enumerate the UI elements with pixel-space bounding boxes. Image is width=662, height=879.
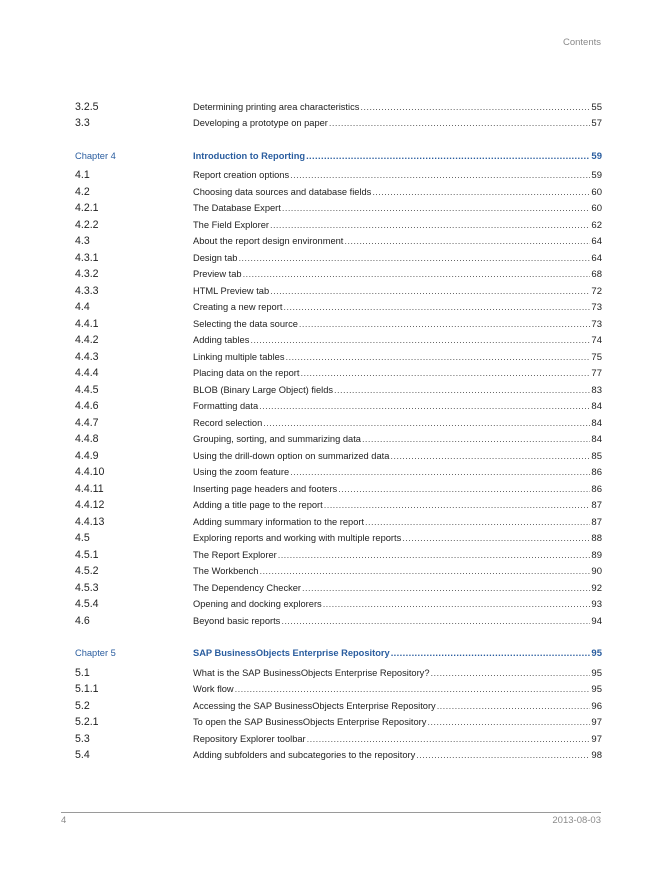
toc-entry[interactable] [75,594,602,611]
toc-entry[interactable] [75,313,602,330]
toc-entry-title: Exploring reports and working with multiple reports [193,533,402,543]
dot-leader [323,599,591,610]
dot-leader [270,286,590,297]
dot-leader [290,170,590,181]
toc-entry-title-line [193,500,602,511]
dot-leader [235,684,591,695]
toc-entry-page: 75 [591,351,602,363]
toc-entry-title-line [193,550,602,561]
toc-entry-title: SAP BusinessObjects Enterprise Repository [193,648,390,658]
running-header: Contents [562,37,601,48]
toc-entry-number: 4.4.2 [75,334,99,346]
toc-entry-number: 4.5.4 [75,598,99,610]
toc-entry[interactable] [75,462,602,479]
toc-entry-page: 87 [591,516,602,528]
toc-chapter-entry[interactable] [75,145,602,162]
toc-entry-title: Record selection [193,417,263,428]
toc-entry-title-line [193,385,602,396]
toc-entry-page: 64 [591,236,602,247]
footer-divider [61,812,601,813]
toc-entry-title-line [193,583,602,594]
toc-entry-page: 77 [591,368,602,379]
toc-entry[interactable] [75,511,602,528]
toc-entry-title-line [193,484,602,495]
toc-entry-number: 4.3.2 [75,268,99,280]
toc-entry-number: 4.4.1 [75,317,99,330]
toc-entry-title-line [193,533,602,544]
toc-entry-title: Introduction to Reporting [193,150,306,161]
toc-entry-number: 4.4.13 [75,515,105,528]
toc-entry[interactable] [75,528,602,545]
toc-entry-page: 97 [591,733,602,745]
toc-entry[interactable] [75,346,602,363]
toc-entry-title-line [193,102,602,113]
toc-entry-title-line [193,701,602,712]
toc-entry-title-line [193,286,602,297]
toc-entry-title-line [193,368,602,379]
toc-entry-number: 3.2.5 [75,100,99,113]
toc-entry[interactable] [75,280,602,297]
toc-entry-page: 72 [591,285,602,297]
toc-entry-page: 93 [591,599,602,610]
dot-leader [306,151,590,162]
toc-entry-title: What is the SAP BusinessObjects Enterprise Repository? [193,667,430,678]
toc-entry-page: 95 [591,667,602,679]
toc-entry-title: The Dependency Checker [193,582,302,593]
toc-entry-title-line [193,236,602,247]
toc-entry-number: 4.4.12 [75,499,105,511]
toc-entry-title: Preview tab [193,269,242,279]
toc-entry-title-line [193,220,602,231]
toc-entry-number: 3.3 [75,117,90,129]
toc-entry-number: 4.2.2 [75,218,99,231]
toc-entry[interactable] [75,231,602,248]
toc-entry[interactable] [75,745,602,762]
toc-entry-title-line [193,668,602,679]
dot-leader [402,533,590,544]
dot-leader [360,102,590,113]
dot-leader [238,253,590,264]
toc-entry-title: Inserting page headers and footers [193,483,338,494]
toc-entry-number: 4.3 [75,235,90,247]
toc-entry-title-line [193,648,602,659]
toc-entry-page: 62 [591,219,602,231]
dot-leader [338,484,590,495]
toc-entry-number: 4.1 [75,169,90,181]
toc-entry-title: Grouping, sorting, and summarizing data [193,434,361,444]
toc-entry-page: 92 [591,582,602,594]
footer-date: 2013-08-03 [552,815,601,826]
dot-leader [278,550,591,561]
dot-leader [437,701,591,712]
toc-entry-number: 4.4.5 [75,383,99,396]
dot-leader [365,517,590,528]
toc-entry[interactable] [75,330,602,347]
toc-entry-title: The Workbench [193,566,259,576]
toc-entry-title-line [193,734,602,745]
toc-entry[interactable] [75,165,602,182]
toc-entry-number: 4.4.10 [75,466,105,478]
toc-entry-number: 5.2 [75,699,90,712]
toc-entry-number: 4.4.8 [75,433,99,445]
toc-entry-title-line [193,566,602,577]
toc-entry-title-line [193,203,602,214]
toc-entry-page: 59 [591,170,602,181]
toc-entry-title-line [193,302,602,313]
dot-leader [250,335,590,346]
toc-entry-title-line [193,451,602,462]
toc-entry-page: 94 [591,615,602,627]
toc-entry-page: 86 [591,467,602,478]
toc-entry-title-line [193,517,602,528]
toc-entry-title: Placing data on the report [193,368,300,378]
toc-entry[interactable] [75,679,602,696]
toc-entry[interactable] [75,264,602,281]
toc-entry[interactable] [75,662,602,679]
toc-entry[interactable] [75,728,602,745]
toc-entry-title-line [193,352,602,363]
toc-entry[interactable] [75,113,602,130]
toc-entry-title-line [193,187,602,198]
toc-entry-title: Using the drill-down option on summarized data [193,450,390,461]
toc-entry-page: 90 [591,566,602,577]
toc-entry-number: 4.5.2 [75,565,99,577]
toc-chapter-entry[interactable] [75,643,602,660]
toc-entry-number: 4.2 [75,185,90,198]
dot-leader [372,187,590,198]
toc-entry-number: 5.4 [75,749,90,761]
toc-entry-title: The Field Explorer [193,219,269,230]
toc-entry-title: Adding subfolders and subcategories to the repository [193,750,416,760]
toc-entry-title-line [193,319,602,330]
toc-entry-title: Beyond basic reports [193,615,281,626]
toc-entry-page: 86 [591,483,602,495]
page-number: 4 [61,815,67,826]
toc-entry-page: 57 [591,118,602,129]
toc-entry[interactable] [75,396,602,413]
toc-entry-page: 55 [591,101,602,113]
toc-entry-title: HTML Preview tab [193,285,270,296]
toc-entry-number: 4.3.3 [75,284,99,297]
toc-entry-page: 84 [591,401,602,412]
toc-entry-page: 74 [591,335,602,346]
toc-entry-title: BLOB (Binary Large Object) fields [193,384,334,395]
toc-entry-title-line [193,418,602,429]
toc-entry-number: 4.6 [75,614,90,627]
toc-entry-title: Choosing data sources and database fields [193,186,372,197]
toc-entry-title-line [193,253,602,264]
toc-entry-title: Accessing the SAP BusinessObjects Enterprise Repository [193,700,436,711]
toc-entry-number: 4.4.6 [75,400,99,412]
dot-leader [299,319,591,330]
toc-entry-page: 85 [591,450,602,462]
toc-entry[interactable] [75,429,602,446]
toc-entry-page: 68 [591,269,602,280]
toc-entry-page: 95 [591,648,602,659]
toc-entry-page: 59 [591,150,602,162]
toc-entry-number: 4.5.3 [75,581,99,594]
toc-entry-title: Selecting the data source [193,318,298,329]
toc-entry[interactable] [75,181,602,198]
dot-leader [390,451,590,462]
toc-entry-number: 5.1.1 [75,683,99,695]
toc-entry-number: 4.4.7 [75,416,99,429]
toc-entry-title: Using the zoom feature [193,467,290,477]
toc-entry[interactable] [75,247,602,264]
toc-entry-title: The Report Explorer [193,549,277,560]
toc-entry-number: 4.3.1 [75,251,99,264]
toc-entry[interactable] [75,544,602,561]
dot-leader [362,434,590,445]
toc-entry-title-line [193,118,602,129]
toc-entry-page: 89 [591,549,602,561]
toc-entry-number: 4.4.3 [75,350,99,363]
toc-entry-page: 84 [591,434,602,445]
toc-entry-title: Adding tables [193,335,250,345]
toc-entry-page: 73 [591,318,602,330]
toc-entry-title: Work flow [193,684,234,694]
toc-entry-page: 96 [591,700,602,712]
toc-entry-number: 5.1 [75,666,90,679]
toc-entry[interactable] [75,478,602,495]
toc-entry-page: 73 [591,302,602,313]
dot-leader [285,352,590,363]
toc-entry-title-line [193,269,602,280]
toc-entry-number: Chapter 4 [75,150,116,161]
dot-leader [259,401,590,412]
dot-leader [329,118,591,129]
toc-entry[interactable] [75,610,602,627]
toc-entry-title-line [193,434,602,445]
toc-entry-page: 60 [591,203,602,214]
toc-entry[interactable] [75,96,602,113]
toc-entry-page: 84 [591,417,602,429]
dot-leader [283,302,590,313]
toc-entry[interactable] [75,445,602,462]
toc-entry-number: 5.2.1 [75,716,99,728]
toc-entry[interactable] [75,214,602,231]
toc-entry-number: 4.5.1 [75,548,99,561]
toc-entry-title-line [193,335,602,346]
dot-leader [431,668,591,679]
table-of-contents [75,96,602,761]
toc-entry-number: 4.5 [75,532,90,544]
toc-entry-title-line [193,401,602,412]
toc-entry-page: 98 [591,750,602,761]
toc-entry-page: 60 [591,186,602,198]
toc-entry-title: Creating a new report [193,302,283,312]
toc-entry[interactable] [75,577,602,594]
toc-entry-title: Linking multiple tables [193,351,285,362]
toc-entry-title: Determining printing area characteristics [193,101,360,112]
toc-entry-number: 4.4.9 [75,449,99,462]
toc-entry[interactable] [75,379,602,396]
toc-entry[interactable] [75,363,602,380]
dot-leader [302,583,590,594]
toc-entry-number: 4.4 [75,301,90,313]
dot-leader [391,648,591,659]
toc-entry-page: 97 [591,717,602,728]
toc-entry-title: Adding a title page to the report [193,500,323,510]
toc-entry-number: 5.3 [75,732,90,745]
toc-entry-title-line [193,750,602,761]
dot-leader [290,467,590,478]
toc-entry-title: To open the SAP BusinessObjects Enterprise Repository [193,717,427,727]
dot-leader [282,203,591,214]
toc-entry-title: Opening and docking explorers [193,599,322,609]
toc-entry-title: Developing a prototype on paper [193,118,328,128]
toc-entry-title: About the report design environment [193,236,344,246]
toc-entry-number: 4.4.4 [75,367,99,379]
dot-leader [334,385,590,396]
toc-entry-title-line [193,616,602,627]
toc-entry-number: Chapter 5 [75,648,116,658]
dot-leader [259,566,590,577]
toc-entry[interactable] [75,712,602,729]
dot-leader [270,220,590,231]
toc-entry[interactable] [75,297,602,314]
toc-entry-title-line [193,170,602,181]
dot-leader [416,750,590,761]
toc-entry-title: Formatting data [193,401,259,411]
toc-entry-page: 83 [591,384,602,396]
toc-entry-title: Design tab [193,252,238,263]
dot-leader [281,616,590,627]
toc-entry-title-line [193,467,602,478]
dot-leader [427,717,590,728]
toc-entry[interactable] [75,561,602,578]
toc-entry-title: Report creation options [193,170,290,180]
toc-entry-page: 87 [591,500,602,511]
toc-entry-number: 4.2.1 [75,202,99,214]
toc-entry-title-line [193,684,602,695]
dot-leader [300,368,590,379]
dot-leader [344,236,590,247]
toc-entry[interactable] [75,412,602,429]
toc-entry-title: Adding summary information to the report [193,516,365,527]
dot-leader [307,734,591,745]
toc-entry-number: 4.4.11 [75,482,104,495]
toc-entry-title-line [193,151,602,162]
toc-entry-page: 88 [591,533,602,544]
toc-entry-page: 95 [591,684,602,695]
toc-entry-title: The Database Expert [193,203,281,213]
toc-entry-title-line [193,599,602,610]
toc-entry[interactable] [75,695,602,712]
toc-entry[interactable] [75,495,602,512]
toc-entry-title-line [193,717,602,728]
dot-leader [243,269,591,280]
dot-leader [324,500,591,511]
dot-leader [263,418,590,429]
toc-entry[interactable] [75,198,602,215]
toc-entry-page: 64 [591,252,602,264]
toc-entry-title: Repository Explorer toolbar [193,733,306,744]
